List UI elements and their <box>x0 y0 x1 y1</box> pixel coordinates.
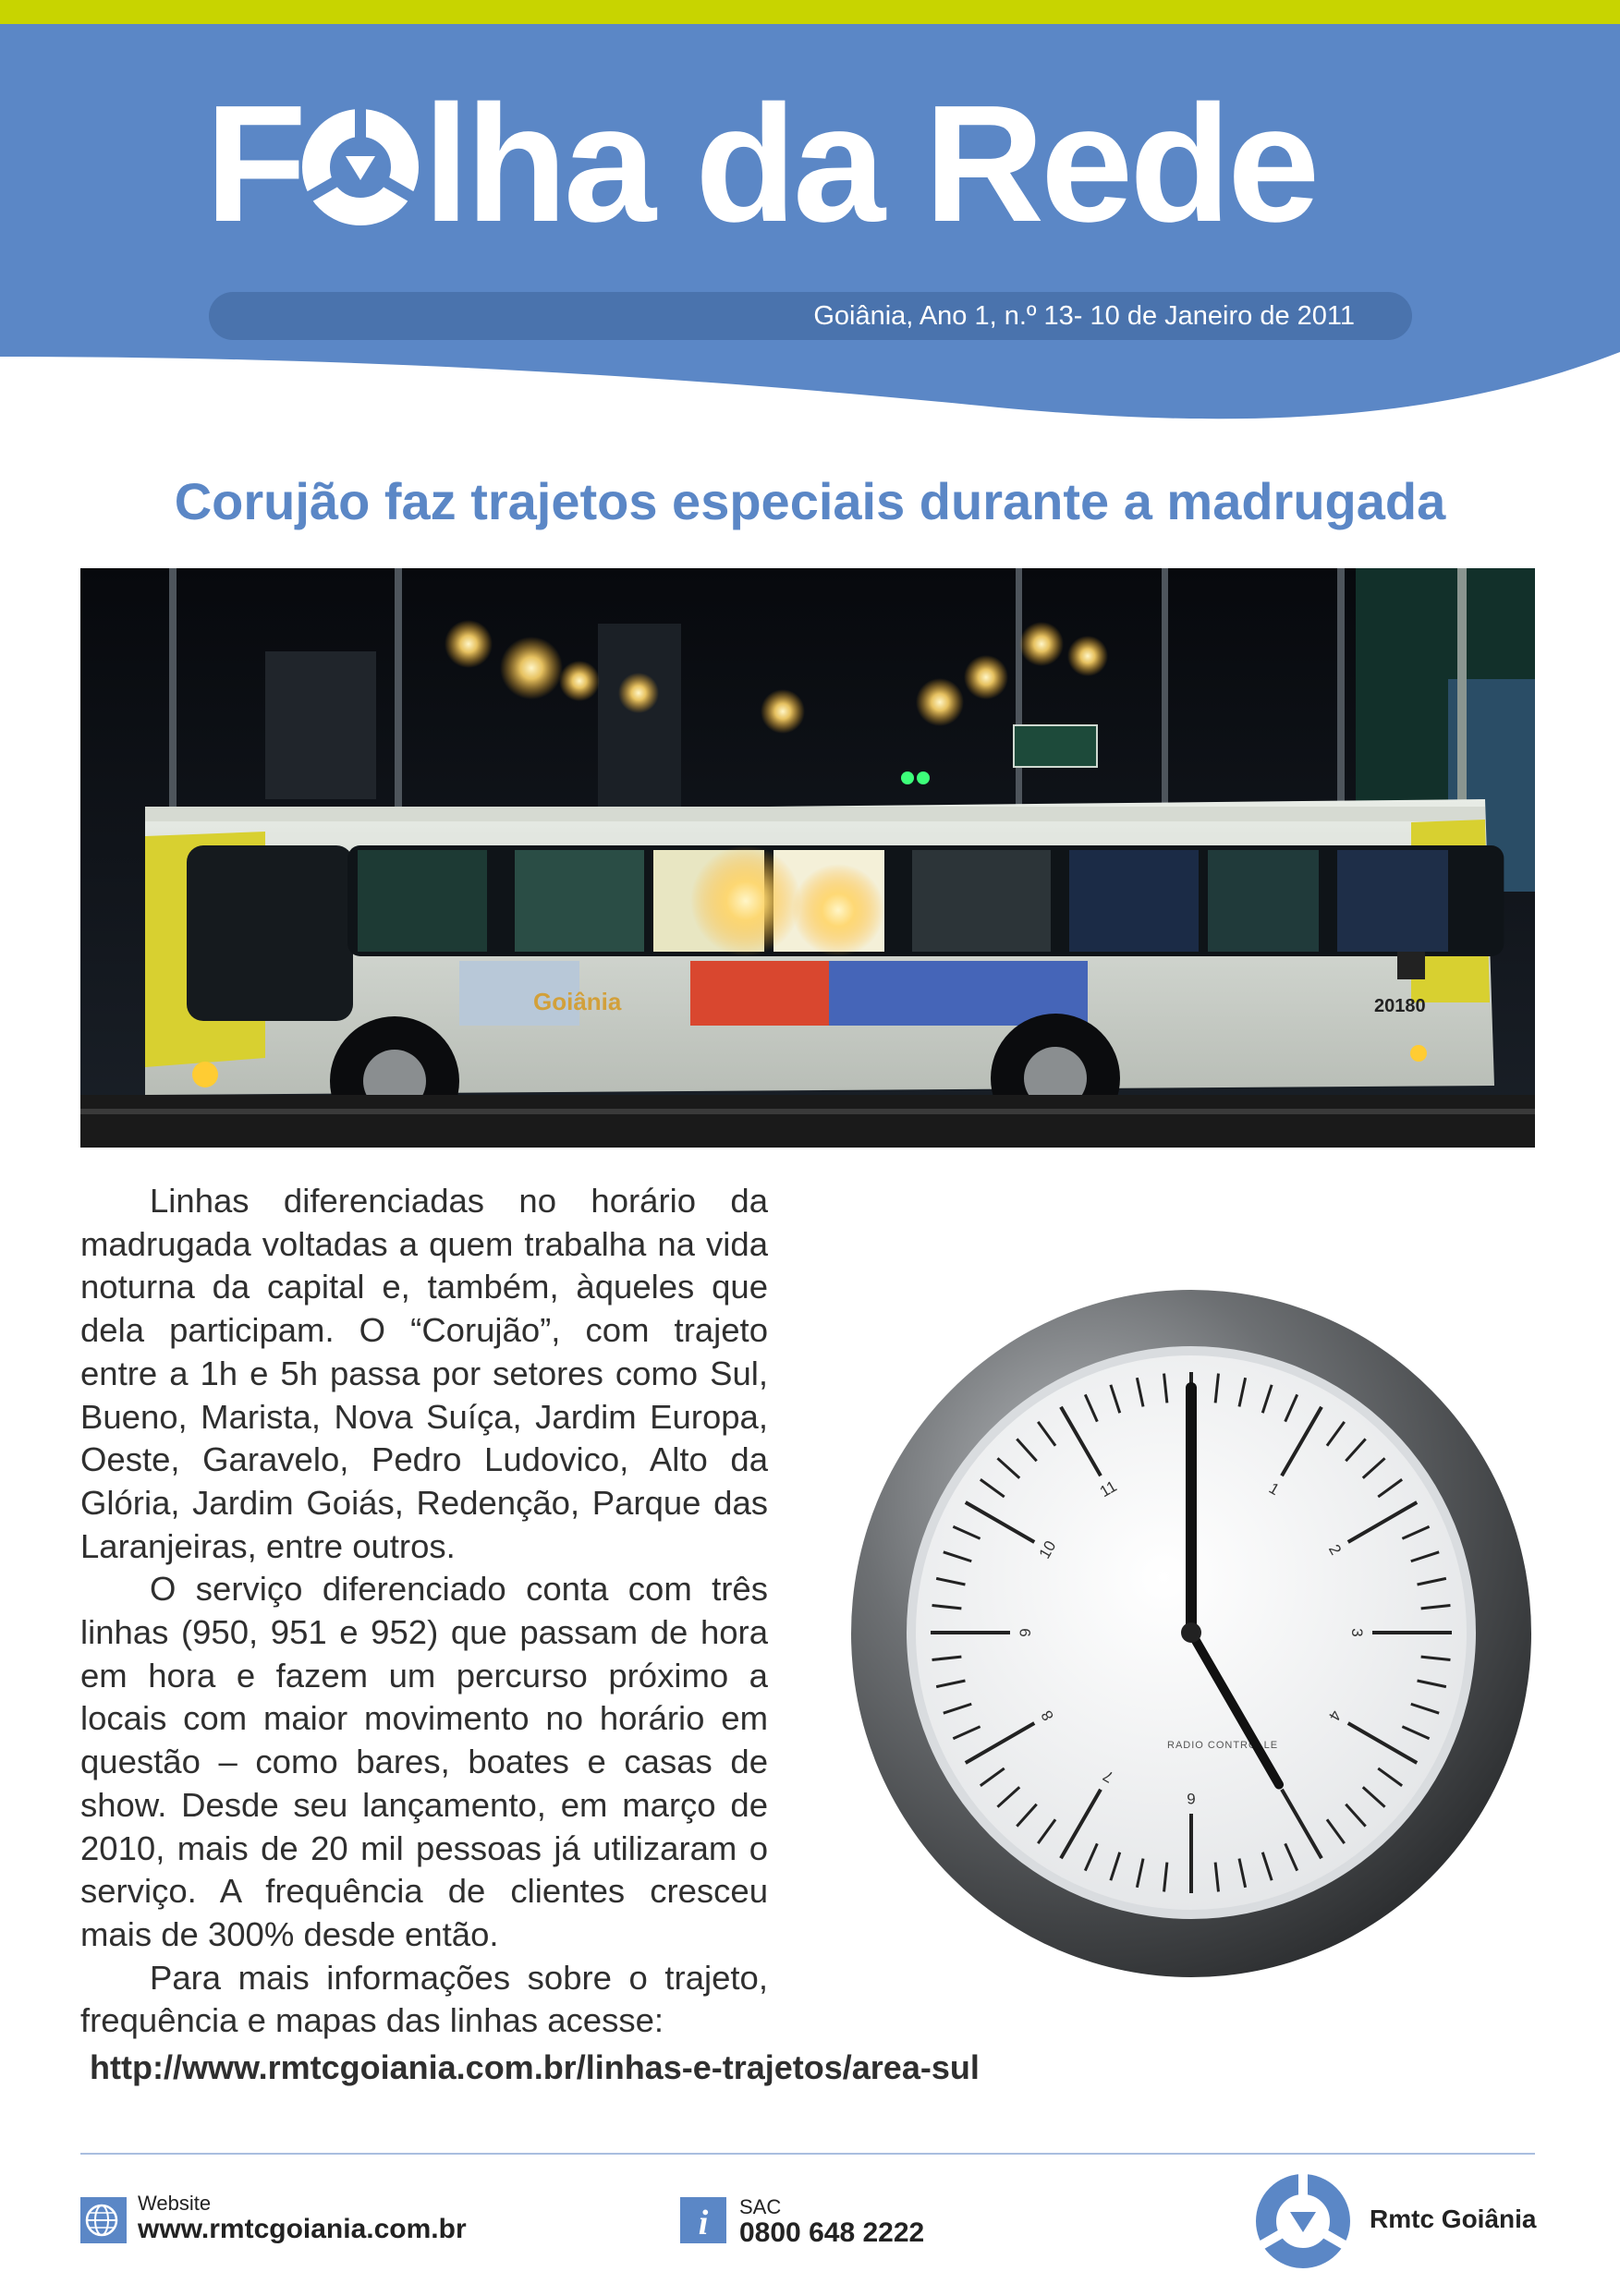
article-paragraph: Linhas diferenciadas no horário da madrugada voltadas a quem trabalha na vida noturna da capital e, também, àqueles que dela participam. O “Corujão”, com trajeto entre a 1h e 5h passa por setores como Sul, Bueno, Marista, Nova Suíça, Jardim Europa, Oeste, Garavelo, Pedro Ludovico, Alto da Glória, Jardim Goiás, Redenção, Parque das Laranjeiras, entre outros. <box>80 1182 768 1565</box>
night-bus-photo <box>80 568 1535 1148</box>
dateline-bar <box>209 292 1412 340</box>
clock-numeral: 10 <box>1035 1537 1060 1562</box>
clock-numeral: 9 <box>1017 1628 1034 1637</box>
article-body <box>80 1180 768 2043</box>
clock-numeral: 4 <box>1324 1707 1346 1724</box>
globe-icon <box>80 2197 127 2243</box>
top-accent-stripe <box>0 0 1620 24</box>
masthead-title <box>205 72 1425 257</box>
info-icon <box>680 2197 726 2243</box>
masthead-o-logo-icon <box>301 78 420 196</box>
article-paragraph: Para mais informações sobre o trajeto, frequência e mapas das linhas acesse: <box>80 1958 768 2040</box>
masthead-title-rest: lha da Rede <box>422 71 1317 257</box>
masthead-header <box>0 24 1620 431</box>
clock-numeral: 1 <box>1265 1478 1283 1500</box>
footer-divider <box>80 2153 1535 2155</box>
clock-numeral: 6 <box>1187 1790 1196 1807</box>
bus-livery-text: Goiânia <box>533 988 622 1015</box>
masthead-title-first-letter: F <box>205 71 303 257</box>
sac-label: SAC <box>739 2195 782 2218</box>
website-label: Website <box>138 2192 212 2215</box>
sac-phone[interactable]: 0800 648 2222 <box>739 2217 925 2248</box>
clock-numeral: 8 <box>1037 1707 1058 1724</box>
issue-dateline: Goiânia, Ano 1, n.º 13- 10 de Janeiro de 2011 <box>813 301 1355 331</box>
bus-fleet-number: 20180 <box>1374 996 1426 1016</box>
clock-center-cap <box>1181 1622 1201 1643</box>
clock-numeral: 3 <box>1348 1628 1366 1637</box>
website-url[interactable]: www.rmtcgoiania.com.br <box>138 2214 467 2244</box>
article-headline: Corujão faz trajetos especiais durante a madrugada <box>174 472 1446 530</box>
svg-text:i: i <box>698 2204 709 2242</box>
clock-face-label: RADIO CONTROLLE <box>1167 1740 1279 1751</box>
wall-clock-image <box>848 1282 1534 1979</box>
article-paragraph: O serviço diferenciado conta com três linhas (950, 951 e 952) que passam de hora em hora e fazem um percurso próximo a locais com maior movimento no horário em questão – como bares, boates e casas de show. Desde seu lançamento, em março de 2010, mais de 20 mil pessoas já utilizaram o serviço. A frequência de clientes cresceu mais de 300% desde então. <box>80 1570 768 1953</box>
footer-brand-name: Rmtc Goiânia <box>1370 2205 1537 2233</box>
clock-numeral: 7 <box>1100 1766 1117 1787</box>
article-link[interactable]: http://www.rmtcgoiania.com.br/linhas-e-trajetos/area-sul <box>90 2048 980 2086</box>
clock-numeral: 11 <box>1096 1476 1120 1501</box>
clock-numeral: 2 <box>1324 1541 1346 1559</box>
rmtc-logo-icon <box>1255 2173 1351 2269</box>
